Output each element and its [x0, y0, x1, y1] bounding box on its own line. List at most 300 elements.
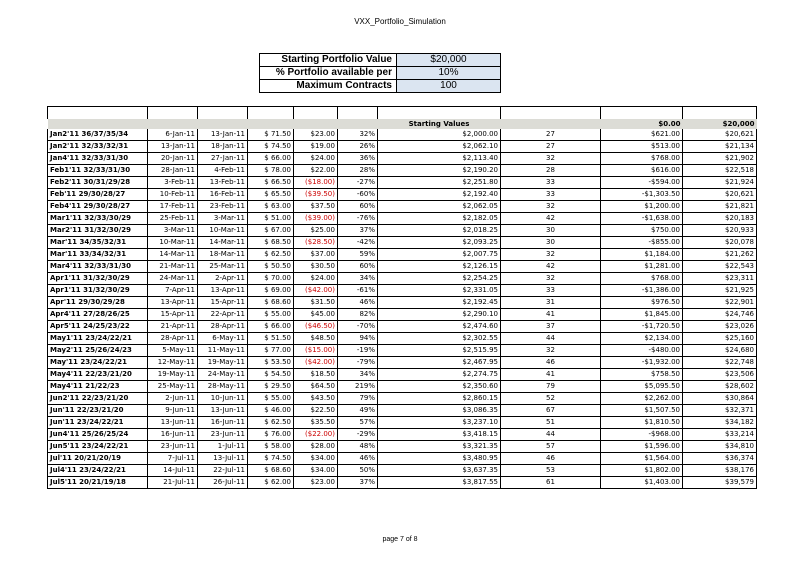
contracts-cell: 32 — [501, 249, 601, 261]
portfolio-value-cell: $22,901 — [683, 297, 757, 309]
pct-return-cell: -19% — [338, 345, 378, 357]
exit-date-cell: 13-Jan-11 — [198, 129, 248, 141]
trade-pl-cell: $1,596.00 — [601, 441, 683, 453]
portfolio-value-cell: $22,518 — [683, 165, 757, 177]
trade-pl-cell: $1,200.00 — [601, 201, 683, 213]
exit-date-cell: 18-Mar-11 — [198, 249, 248, 261]
pl-per-contract-cell: ($22.00) — [294, 429, 338, 441]
exit-date-cell: 27-Jan-11 — [198, 153, 248, 165]
pl-per-contract-cell: $24.00 — [294, 273, 338, 285]
table-row — [48, 141, 757, 153]
position-cell: Jun'11 22/23/21/20 — [48, 405, 148, 417]
entry-date-cell: 7-Apr-11 — [148, 285, 198, 297]
allocated-cell: $3,637.35 — [378, 465, 501, 477]
table-row — [48, 453, 757, 465]
allocated-cell: $2,062.10 — [378, 141, 501, 153]
trade-pl-cell: $768.00 — [601, 273, 683, 285]
summary-row — [260, 67, 501, 80]
debit-cell: $ 70.00 — [248, 273, 294, 285]
allocated-cell: $2,350.60 — [378, 381, 501, 393]
pl-per-contract-cell: $23.00 — [294, 477, 338, 489]
table-row — [48, 189, 757, 201]
table-row — [48, 333, 757, 345]
pl-per-contract-cell: $25.00 — [294, 225, 338, 237]
debit-cell: $ 51.00 — [248, 213, 294, 225]
pct-return-cell: 32% — [338, 129, 378, 141]
header-cell — [294, 107, 338, 120]
allocated-cell: $2,302.55 — [378, 333, 501, 345]
position-cell: May'11 23/24/22/21 — [48, 357, 148, 369]
pl-per-contract-cell: ($28.50) — [294, 237, 338, 249]
debit-cell: $ 53.50 — [248, 357, 294, 369]
debit-cell: $ 66.50 — [248, 177, 294, 189]
entry-date-cell: 21-Mar-11 — [148, 261, 198, 273]
contracts-cell: 37 — [501, 321, 601, 333]
table-row — [48, 369, 757, 381]
pl-per-contract-cell: $35.50 — [294, 417, 338, 429]
portfolio-value-cell: $21,925 — [683, 285, 757, 297]
header-cell — [294, 119, 338, 129]
trade-pl-cell: $2,262.00 — [601, 393, 683, 405]
trade-pl-cell: $616.00 — [601, 165, 683, 177]
entry-date-cell: 10-Mar-11 — [148, 237, 198, 249]
entry-date-cell: 14-Mar-11 — [148, 249, 198, 261]
exit-date-cell: 13-Apr-11 — [198, 285, 248, 297]
portfolio-value-cell: $20,621 — [683, 189, 757, 201]
position-cell: May4'11 21/22/23 — [48, 381, 148, 393]
portfolio-value-cell: $21,262 — [683, 249, 757, 261]
pl-per-contract-cell: $22.00 — [294, 165, 338, 177]
exit-date-cell: 1-Jul-11 — [198, 441, 248, 453]
position-cell: May2'11 25/26/24/23 — [48, 345, 148, 357]
pct-return-cell: -27% — [338, 177, 378, 189]
table-row — [48, 297, 757, 309]
position-cell: Apr4'11 27/28/26/25 — [48, 309, 148, 321]
allocated-cell: $3,480.95 — [378, 453, 501, 465]
contracts-cell: 32 — [501, 345, 601, 357]
contracts-cell: 33 — [501, 285, 601, 297]
portfolio-value-cell: $34,810 — [683, 441, 757, 453]
allocated-cell: $2,113.40 — [378, 153, 501, 165]
debit-cell: $ 74.50 — [248, 453, 294, 465]
exit-date-cell: 18-Jan-11 — [198, 141, 248, 153]
portfolio-value-cell: $20,078 — [683, 237, 757, 249]
pl-per-contract-cell: $34.00 — [294, 465, 338, 477]
summary-row — [260, 80, 501, 93]
contracts-cell: 30 — [501, 225, 601, 237]
position-cell: Apr5'11 24/25/23/22 — [48, 321, 148, 333]
header-cell — [198, 119, 248, 129]
portfolio-value-cell: $24,746 — [683, 309, 757, 321]
contracts-cell: 41 — [501, 309, 601, 321]
pct-return-cell: -60% — [338, 189, 378, 201]
contracts-cell: 32 — [501, 153, 601, 165]
position-cell: Apr1'11 31/32/30/29 — [48, 273, 148, 285]
entry-date-cell: 25-May-11 — [148, 381, 198, 393]
position-cell: Jun5'11 23/24/22/21 — [48, 441, 148, 453]
entry-date-cell: 13-Jun-11 — [148, 417, 198, 429]
exit-date-cell: 11-May-11 — [198, 345, 248, 357]
trade-pl-cell: $2,134.00 — [601, 333, 683, 345]
entry-date-cell: 5-May-11 — [148, 345, 198, 357]
position-cell: May1'11 23/24/22/21 — [48, 333, 148, 345]
trade-pl-cell: -$1,386.00 — [601, 285, 683, 297]
trade-pl-cell: $976.50 — [601, 297, 683, 309]
exit-date-cell: 6-May-11 — [198, 333, 248, 345]
entry-date-cell: 16-Jun-11 — [148, 429, 198, 441]
portfolio-value-cell: $38,176 — [683, 465, 757, 477]
table-row — [48, 213, 757, 225]
contracts-cell: 57 — [501, 441, 601, 453]
entry-date-cell: 19-May-11 — [148, 369, 198, 381]
trade-pl-cell: -$1,720.50 — [601, 321, 683, 333]
pl-per-contract-cell: $22.50 — [294, 405, 338, 417]
portfolio-value-cell: $23,506 — [683, 369, 757, 381]
position-cell: Jan2'11 32/33/32/31 — [48, 141, 148, 153]
header-cell — [338, 107, 378, 120]
entry-date-cell: 20-Jan-11 — [148, 153, 198, 165]
exit-date-cell: 15-Apr-11 — [198, 297, 248, 309]
table-row — [48, 261, 757, 273]
pct-return-cell: 49% — [338, 405, 378, 417]
pl-per-contract-cell: $23.00 — [294, 129, 338, 141]
trade-pl-cell: -$594.00 — [601, 177, 683, 189]
summary-value[interactable]: 10% — [397, 67, 501, 80]
exit-date-cell: 28-Apr-11 — [198, 321, 248, 333]
pl-per-contract-cell: ($42.00) — [294, 285, 338, 297]
summary-value[interactable]: 100 — [397, 80, 501, 93]
debit-cell: $ 62.00 — [248, 477, 294, 489]
starting-values-label: Starting Values — [378, 119, 501, 129]
header-cell — [501, 107, 601, 120]
portfolio-value-cell: $23,026 — [683, 321, 757, 333]
debit-cell: $ 62.50 — [248, 249, 294, 261]
entry-date-cell: 13-Jan-11 — [148, 141, 198, 153]
debit-cell: $ 71.50 — [248, 129, 294, 141]
exit-date-cell: 16-Feb-11 — [198, 189, 248, 201]
table-row — [48, 393, 757, 405]
header-blank-row — [48, 107, 757, 120]
position-cell: Mar'11 34/35/32/31 — [48, 237, 148, 249]
trade-pl-cell: -$855.00 — [601, 237, 683, 249]
contracts-cell: 42 — [501, 261, 601, 273]
portfolio-value-cell: $32,371 — [683, 405, 757, 417]
pct-return-cell: -42% — [338, 237, 378, 249]
table-row — [48, 129, 757, 141]
allocated-cell: $2,018.25 — [378, 225, 501, 237]
table-row — [48, 381, 757, 393]
exit-date-cell: 4-Feb-11 — [198, 165, 248, 177]
entry-date-cell: 13-Apr-11 — [148, 297, 198, 309]
position-cell: Feb2'11 30/31/29/28 — [48, 177, 148, 189]
pl-per-contract-cell: ($42.00) — [294, 357, 338, 369]
summary-label: Maximum Contracts — [260, 80, 397, 93]
summary-label: % Portfolio available per — [260, 67, 397, 80]
pct-return-cell: 37% — [338, 477, 378, 489]
header-cell — [48, 107, 148, 120]
portfolio-value-cell: $20,933 — [683, 225, 757, 237]
pl-per-contract-cell: $37.50 — [294, 201, 338, 213]
entry-date-cell: 14-Jul-11 — [148, 465, 198, 477]
trade-pl-cell: -$1,638.00 — [601, 213, 683, 225]
pct-return-cell: 60% — [338, 201, 378, 213]
contracts-cell: 32 — [501, 273, 601, 285]
header-cell — [338, 119, 378, 129]
pl-per-contract-cell: $48.50 — [294, 333, 338, 345]
trade-pl-cell: $1,802.00 — [601, 465, 683, 477]
trade-pl-cell: $1,810.50 — [601, 417, 683, 429]
debit-cell: $ 46.00 — [248, 405, 294, 417]
entry-date-cell: 3-Feb-11 — [148, 177, 198, 189]
contracts-cell: 79 — [501, 381, 601, 393]
portfolio-value-cell: $22,543 — [683, 261, 757, 273]
debit-cell: $ 67.00 — [248, 225, 294, 237]
allocated-cell: $2,251.80 — [378, 177, 501, 189]
table-row — [48, 273, 757, 285]
entry-date-cell: 10-Feb-11 — [148, 189, 198, 201]
portfolio-value-cell: $24,680 — [683, 345, 757, 357]
pl-per-contract-cell: ($15.00) — [294, 345, 338, 357]
portfolio-value-cell: $30,864 — [683, 393, 757, 405]
summary-value[interactable]: $20,000 — [397, 54, 501, 67]
allocated-cell: $2,290.10 — [378, 309, 501, 321]
entry-date-cell: 28-Jan-11 — [148, 165, 198, 177]
debit-cell: $ 74.50 — [248, 141, 294, 153]
trade-pl-cell: $758.50 — [601, 369, 683, 381]
pct-return-cell: 82% — [338, 309, 378, 321]
allocated-cell: $2,474.60 — [378, 321, 501, 333]
header-cell — [683, 107, 757, 120]
debit-cell: $ 65.50 — [248, 189, 294, 201]
position-cell: Jul5'11 20/21/19/18 — [48, 477, 148, 489]
entry-date-cell: 23-Jun-11 — [148, 441, 198, 453]
entry-date-cell: 17-Feb-11 — [148, 201, 198, 213]
trade-pl-cell: $768.00 — [601, 153, 683, 165]
portfolio-value-cell: $20,183 — [683, 213, 757, 225]
contracts-cell: 33 — [501, 177, 601, 189]
header-cell — [248, 119, 294, 129]
contracts-cell: 30 — [501, 237, 601, 249]
pct-return-cell: 28% — [338, 165, 378, 177]
portfolio-start: $20,000 — [683, 119, 757, 129]
debit-cell: $ 55.00 — [248, 309, 294, 321]
trade-pl-cell: -$968.00 — [601, 429, 683, 441]
pl-per-contract-cell: $18.50 — [294, 369, 338, 381]
allocated-cell: $3,418.15 — [378, 429, 501, 441]
position-cell: Mar1'11 32/33/30/29 — [48, 213, 148, 225]
position-cell: Mar4'11 32/33/31/30 — [48, 261, 148, 273]
entry-date-cell: 28-Apr-11 — [148, 333, 198, 345]
allocated-cell: $2,182.05 — [378, 213, 501, 225]
allocated-cell: $2,860.15 — [378, 393, 501, 405]
trade-pl-cell: -$480.00 — [601, 345, 683, 357]
pct-return-cell: -29% — [338, 429, 378, 441]
header-cell — [148, 119, 198, 129]
position-cell: Jul'11 20/21/20/19 — [48, 453, 148, 465]
pct-return-cell: 50% — [338, 465, 378, 477]
portfolio-value-cell: $36,374 — [683, 453, 757, 465]
pl-per-contract-cell: ($18.00) — [294, 177, 338, 189]
contracts-cell: 31 — [501, 297, 601, 309]
debit-cell: $ 55.00 — [248, 393, 294, 405]
contracts-cell: 41 — [501, 369, 601, 381]
position-cell: Jun2'11 22/23/21/20 — [48, 393, 148, 405]
entry-date-cell: 21-Apr-11 — [148, 321, 198, 333]
portfolio-value-cell: $21,134 — [683, 141, 757, 153]
exit-date-cell: 2-Apr-11 — [198, 273, 248, 285]
table-row — [48, 165, 757, 177]
exit-date-cell: 19-May-11 — [198, 357, 248, 369]
header-cell — [248, 107, 294, 120]
contracts-cell: 53 — [501, 465, 601, 477]
exit-date-cell: 22-Jul-11 — [198, 465, 248, 477]
allocated-cell: $3,817.55 — [378, 477, 501, 489]
document-title: VXX_Portfolio_Simulation — [354, 17, 446, 26]
portfolio-value-cell: $25,160 — [683, 333, 757, 345]
portfolio-value-cell: $23,311 — [683, 273, 757, 285]
debit-cell: $ 54.50 — [248, 369, 294, 381]
contracts-cell: 32 — [501, 201, 601, 213]
allocated-cell: $2,062.05 — [378, 201, 501, 213]
summary-table — [259, 53, 501, 93]
entry-date-cell: 9-Jun-11 — [148, 405, 198, 417]
header-cell — [148, 107, 198, 120]
page-number: page 7 of 8 — [382, 536, 418, 543]
pct-return-cell: -70% — [338, 321, 378, 333]
pl-per-contract-cell: $43.50 — [294, 393, 338, 405]
table-row — [48, 465, 757, 477]
debit-cell: $ 69.00 — [248, 285, 294, 297]
exit-date-cell: 13-Feb-11 — [198, 177, 248, 189]
pl-per-contract-cell: $31.50 — [294, 297, 338, 309]
allocated-cell: $2,190.20 — [378, 165, 501, 177]
header-cell — [48, 119, 148, 129]
pl-per-contract-cell: ($39.00) — [294, 213, 338, 225]
pct-return-cell: 36% — [338, 153, 378, 165]
pl-start: $0.00 — [601, 119, 683, 129]
header-cell — [198, 107, 248, 120]
portfolio-value-cell: $28,602 — [683, 381, 757, 393]
position-cell: Mar2'11 31/32/30/29 — [48, 225, 148, 237]
pl-per-contract-cell: ($46.50) — [294, 321, 338, 333]
pct-return-cell: 57% — [338, 417, 378, 429]
exit-date-cell: 13-Jul-11 — [198, 453, 248, 465]
summary-label: Starting Portfolio Value — [260, 54, 397, 67]
header-cell — [501, 119, 601, 129]
allocated-cell: $2,515.95 — [378, 345, 501, 357]
trade-pl-cell: $1,184.00 — [601, 249, 683, 261]
allocated-cell: $3,086.35 — [378, 405, 501, 417]
exit-date-cell: 13-Jun-11 — [198, 405, 248, 417]
contracts-cell: 51 — [501, 417, 601, 429]
entry-date-cell: 3-Mar-11 — [148, 225, 198, 237]
trade-pl-cell: $1,281.00 — [601, 261, 683, 273]
contracts-cell: 44 — [501, 333, 601, 345]
table-row — [48, 417, 757, 429]
exit-date-cell: 23-Jun-11 — [198, 429, 248, 441]
trade-pl-cell: -$1,303.50 — [601, 189, 683, 201]
debit-cell: $ 29.50 — [248, 381, 294, 393]
entry-date-cell: 6-Jan-11 — [148, 129, 198, 141]
pl-per-contract-cell: $30.50 — [294, 261, 338, 273]
allocated-cell: $2,467.95 — [378, 357, 501, 369]
entry-date-cell: 25-Feb-11 — [148, 213, 198, 225]
position-cell: Jan4'11 32/33/31/30 — [48, 153, 148, 165]
pct-return-cell: -76% — [338, 213, 378, 225]
table-row — [48, 441, 757, 453]
allocated-cell: $2,274.75 — [378, 369, 501, 381]
allocated-cell: $2,007.75 — [378, 249, 501, 261]
header-cell — [601, 107, 683, 120]
allocated-cell: $2,093.25 — [378, 237, 501, 249]
debit-cell: $ 62.50 — [248, 417, 294, 429]
entry-date-cell: 24-Mar-11 — [148, 273, 198, 285]
table-row — [48, 177, 757, 189]
pl-per-contract-cell: $19.00 — [294, 141, 338, 153]
debit-cell: $ 51.50 — [248, 333, 294, 345]
trade-pl-cell: $5,095.50 — [601, 381, 683, 393]
portfolio-value-cell: $22,748 — [683, 357, 757, 369]
allocated-cell: $3,237.10 — [378, 417, 501, 429]
contracts-cell: 67 — [501, 405, 601, 417]
contracts-cell: 44 — [501, 429, 601, 441]
trade-pl-cell: $1,403.00 — [601, 477, 683, 489]
allocated-cell: $2,192.40 — [378, 189, 501, 201]
debit-cell: $ 68.60 — [248, 297, 294, 309]
pl-per-contract-cell: $45.00 — [294, 309, 338, 321]
pct-return-cell: -79% — [338, 357, 378, 369]
portfolio-value-cell: $39,579 — [683, 477, 757, 489]
trade-pl-cell: -$1,932.00 — [601, 357, 683, 369]
trade-pl-cell: $621.00 — [601, 129, 683, 141]
position-cell: Jun4'11 25/26/25/24 — [48, 429, 148, 441]
pct-return-cell: 60% — [338, 261, 378, 273]
portfolio-value-cell: $21,821 — [683, 201, 757, 213]
exit-date-cell: 3-Mar-11 — [198, 213, 248, 225]
pct-return-cell: 94% — [338, 333, 378, 345]
portfolio-value-cell: $20,621 — [683, 129, 757, 141]
starting-values-row — [48, 119, 757, 129]
portfolio-value-cell: $34,182 — [683, 417, 757, 429]
debit-cell: $ 58.00 — [248, 441, 294, 453]
exit-date-cell: 10-Mar-11 — [198, 225, 248, 237]
trade-pl-cell: $1,507.50 — [601, 405, 683, 417]
pct-return-cell: 79% — [338, 393, 378, 405]
exit-date-cell: 22-Apr-11 — [198, 309, 248, 321]
table-row — [48, 405, 757, 417]
pct-return-cell: 59% — [338, 249, 378, 261]
contracts-cell: 46 — [501, 357, 601, 369]
pct-return-cell: -61% — [338, 285, 378, 297]
position-cell: Jul4'11 23/24/22/21 — [48, 465, 148, 477]
pct-return-cell: 48% — [338, 441, 378, 453]
contracts-cell: 27 — [501, 141, 601, 153]
trade-pl-cell: $513.00 — [601, 141, 683, 153]
position-cell: Feb1'11 32/33/31/30 — [48, 165, 148, 177]
entry-date-cell: 12-May-11 — [148, 357, 198, 369]
pct-return-cell: 34% — [338, 273, 378, 285]
trade-pl-cell: $750.00 — [601, 225, 683, 237]
contracts-cell: 46 — [501, 453, 601, 465]
position-cell: Jun'11 23/24/22/21 — [48, 417, 148, 429]
position-cell: Mar'11 33/34/32/31 — [48, 249, 148, 261]
contracts-cell: 52 — [501, 393, 601, 405]
exit-date-cell: 10-Jun-11 — [198, 393, 248, 405]
entry-date-cell: 21-Jul-11 — [148, 477, 198, 489]
entry-date-cell: 7-Jul-11 — [148, 453, 198, 465]
exit-date-cell: 28-May-11 — [198, 381, 248, 393]
header-cell — [378, 107, 501, 120]
